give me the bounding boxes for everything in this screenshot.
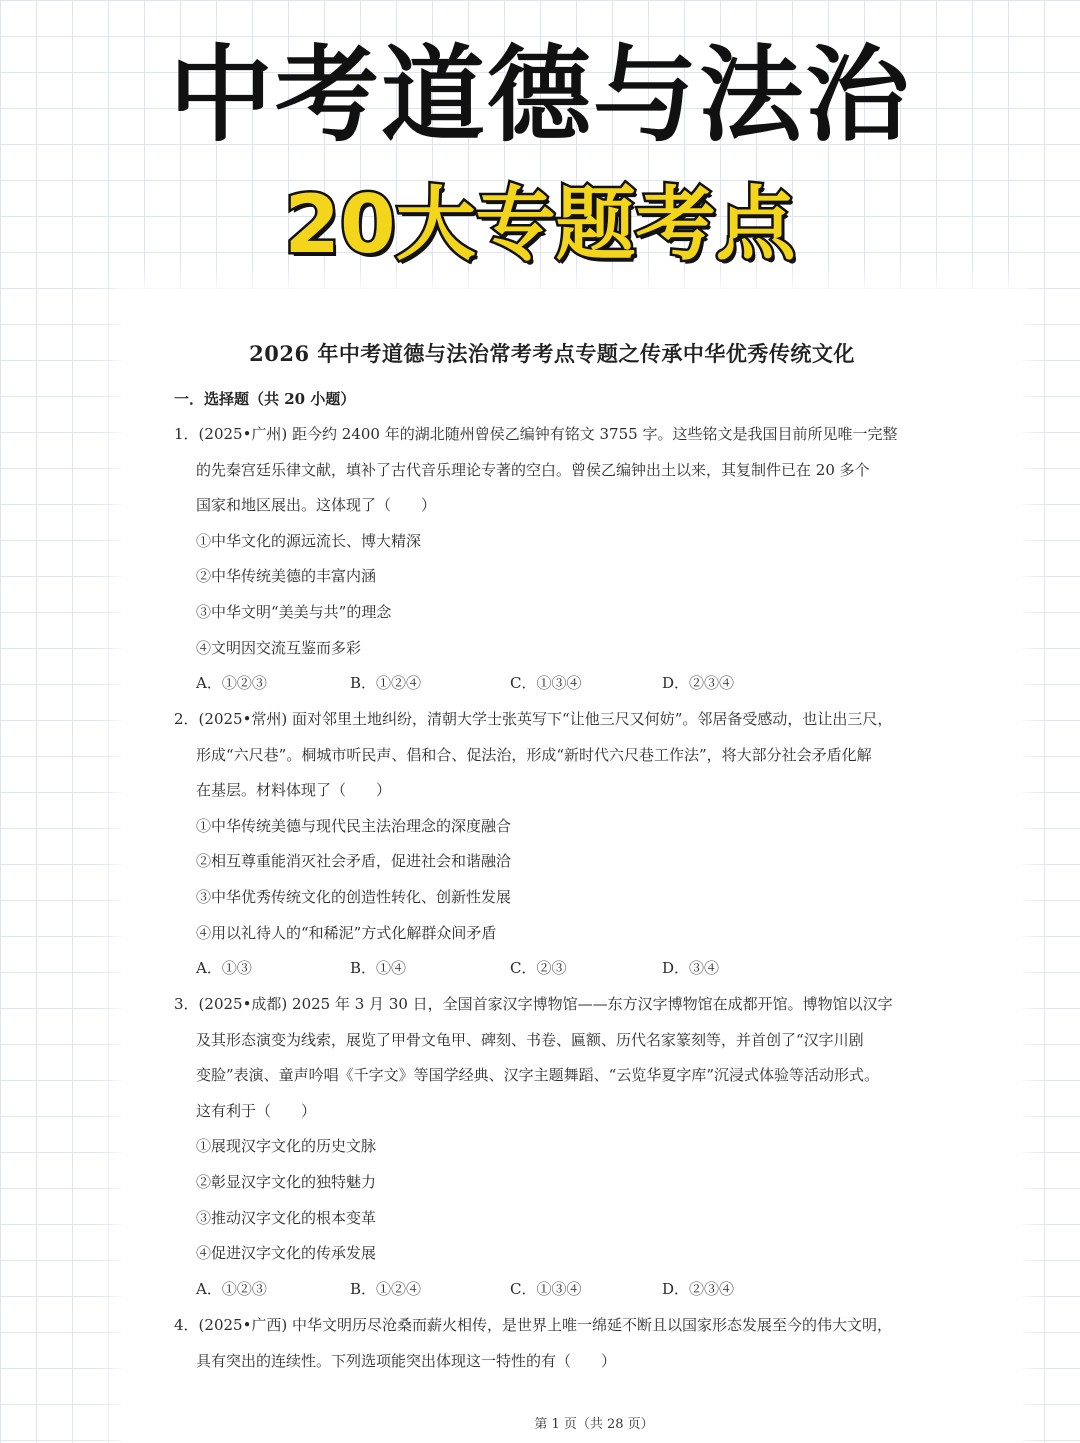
option-b: B．①④	[350, 959, 407, 978]
document-page	[122, 290, 1022, 1443]
statement-item: ③中华优秀传统文化的创造性转化、创新性发展	[196, 887, 512, 906]
document-title: 2026 年中考道德与法治常考考点专题之传承中华优秀传统文化	[249, 341, 855, 366]
question-text-line: 4．(2025•广西) 中华文明历尽沧桑而薪火相传，是世界上唯一绵延不断且以国家形态发展至今的伟大文明，	[174, 1316, 893, 1334]
question-text-line: 变脸”表演、童声吟唱《千字文》等国学经典、汉字主题舞蹈、“云览华夏字库”沉浸式体验等活动形式。	[196, 1066, 880, 1085]
option-c: C．①③④	[510, 674, 582, 693]
statement-item: ②中华传统美德的丰富内涵	[196, 567, 377, 586]
option-a: A．①②③	[196, 1279, 267, 1298]
question-text-line: 具有突出的连续性。下列选项能突出体现这一特性的有（ ）	[196, 1351, 617, 1370]
header-banner	[0, 0, 1080, 290]
option-a: A．①③	[196, 959, 252, 978]
option-a: A．①②③	[196, 674, 267, 693]
statement-item: ①展现汉字文化的历史文脉	[196, 1137, 377, 1156]
option-c: C．①③④	[510, 1279, 582, 1298]
statement-item: ①中华文化的源远流长、博大精深	[196, 531, 422, 550]
question-text-line: 2．(2025•常州) 面对邻里土地纠纷，清朝大学士张英写下“让他三尺又何妨”。邻居备受感动，也让出三尺，	[174, 710, 893, 728]
statement-item: ③推动汉字文化的根本变革	[196, 1208, 377, 1227]
question-text-line: 这有利于（ ）	[196, 1101, 317, 1120]
statement-item: ④用以礼待人的“和稀泥”方式化解群众间矛盾	[196, 923, 497, 942]
question-4	[174, 1308, 1014, 1379]
section-heading: 一．选择题（共 20 小题）	[174, 390, 356, 408]
question-text-line: 在基层。材料体现了（ ）	[196, 781, 392, 800]
answer-options	[174, 951, 1014, 987]
question-text-line: 的先秦宫廷乐律文献，填补了古代音乐理论专著的空白。曾侯乙编钟出土以来，其复制件已在 20 多个	[196, 460, 870, 479]
question-text-line: 3．(2025•成都) 2025 年 3 月 30 日，全国首家汉字博物馆——东方汉字博物馆在成都开馆。博物馆以汉字	[174, 995, 893, 1013]
statement-item: ①中华传统美德与现代民主法治理念的深度融合	[196, 816, 512, 835]
statement-item: ④促进汉字文化的传承发展	[196, 1244, 377, 1263]
sub-title: 20大专题考点	[284, 178, 796, 271]
question-text-line: 及其形态演变为线索，展览了甲骨文龟甲、碑刻、书卷、匾额、历代名家篆刻等，并首创了“汉字川剧	[196, 1030, 864, 1049]
question-2	[174, 702, 1014, 987]
question-1	[174, 417, 1014, 702]
statement-item: ②相互尊重能消灭社会矛盾，促进社会和谐融洽	[196, 852, 512, 871]
statement-item: ③中华文明“美美与共”的理念	[196, 602, 392, 621]
question-text-line: 1．(2025•广州) 距今约 2400 年的湖北随州曾侯乙编钟有铭文 3755 字。这些铭文是我国目前所见唯一完整	[174, 425, 898, 443]
page-footer: 第 1 页（共 28 页）	[534, 1417, 654, 1432]
option-b: B．①②④	[350, 674, 422, 693]
main-title: 中考道德与法治	[168, 34, 911, 156]
answer-options	[174, 666, 1014, 702]
question-text-line: 形成“六尺巷”。桐城市听民声、倡和合、促法治，形成“新时代六尺巷工作法”，将大部分社会矛盾化解	[196, 745, 872, 764]
option-d: D．③④	[662, 959, 720, 978]
question-3	[174, 987, 1014, 1307]
question-text-line: 国家和地区展出。这体现了（ ）	[196, 496, 437, 515]
option-d: D．②③④	[662, 674, 735, 693]
statement-item: ②彰显汉字文化的独特魅力	[196, 1172, 377, 1191]
answer-options	[174, 1272, 1014, 1308]
option-b: B．①②④	[350, 1279, 422, 1298]
option-d: D．②③④	[662, 1279, 735, 1298]
statement-item: ④文明因交流互鉴而多彩	[196, 638, 362, 657]
option-c: C．②③	[510, 959, 567, 978]
